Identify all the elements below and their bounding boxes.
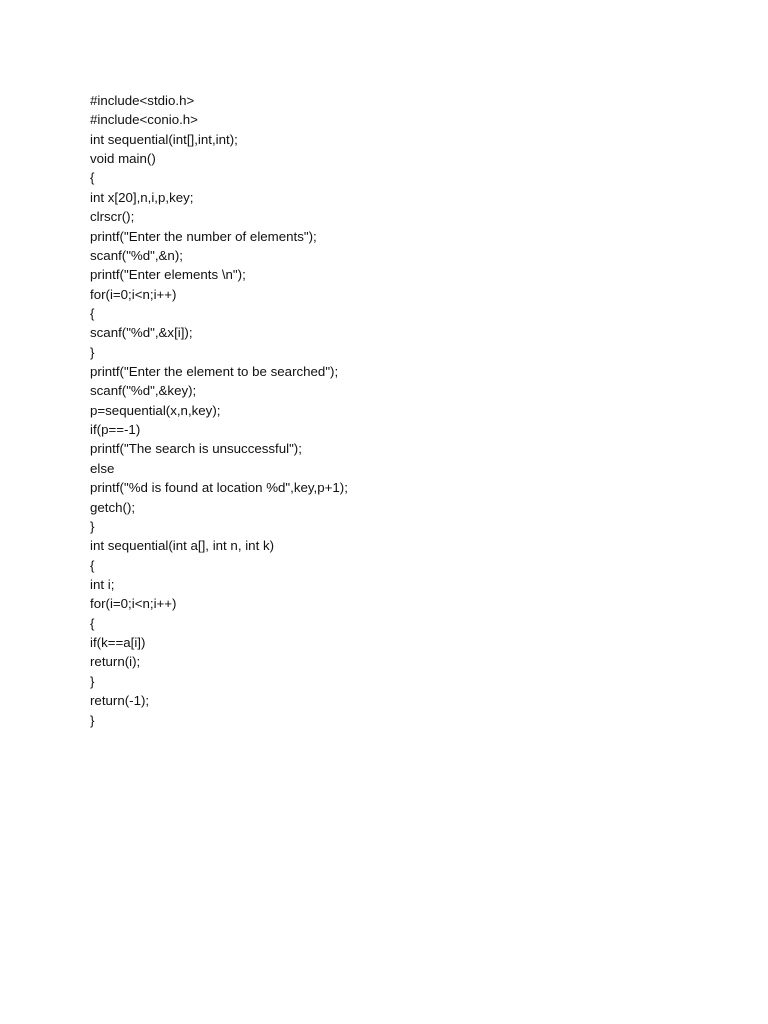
code-line: #include<conio.h> — [90, 112, 198, 128]
code-line: } — [90, 344, 95, 360]
code-line: for(i=0;i<n;i++) — [90, 286, 177, 302]
code-line: #include<stdio.h> — [90, 93, 195, 108]
code-line: { — [90, 305, 95, 321]
code-line: } — [90, 712, 95, 728]
code-line: } — [90, 673, 95, 689]
code-line: if(p==-1) — [90, 422, 141, 438]
code-line: printf("Enter elements \n"); — [90, 267, 246, 283]
code-line: scanf("%d",&x[i]); — [90, 325, 193, 341]
code-line: int i; — [90, 576, 115, 592]
code-line: int x[20],n,i,p,key; — [90, 189, 194, 205]
code-line: if(k==a[i]) — [90, 635, 146, 651]
code-line: p=sequential(x,n,key); — [90, 402, 221, 418]
code-line: } — [90, 518, 95, 534]
code-line: { — [90, 557, 95, 573]
code-line: for(i=0;i<n;i++) — [90, 596, 177, 612]
code-line: return(i); — [90, 654, 141, 670]
code-line: getch(); — [90, 499, 136, 515]
code-line: printf("Enter the number of elements"); — [90, 228, 317, 244]
code-line: return(-1); — [90, 693, 150, 709]
code-line: scanf("%d",&n); — [90, 247, 183, 263]
code-line: else — [90, 460, 115, 476]
code-line: int sequential(int a[], int n, int k) — [90, 538, 275, 554]
code-line: void main() — [90, 151, 156, 167]
code-line: int sequential(int[],int,int); — [90, 131, 238, 147]
code-line: { — [90, 170, 95, 186]
code-line: { — [90, 615, 95, 631]
code-line: printf("Enter the element to be searched"); — [90, 364, 339, 380]
code-line: scanf("%d",&key); — [90, 383, 197, 399]
code-line: printf("The search is unsuccessful"); — [90, 441, 302, 457]
code-line: printf("%d is found at location %d",key,p+1); — [90, 480, 348, 496]
code-line: clrscr(); — [90, 209, 135, 225]
code-listing — [90, 91, 348, 730]
